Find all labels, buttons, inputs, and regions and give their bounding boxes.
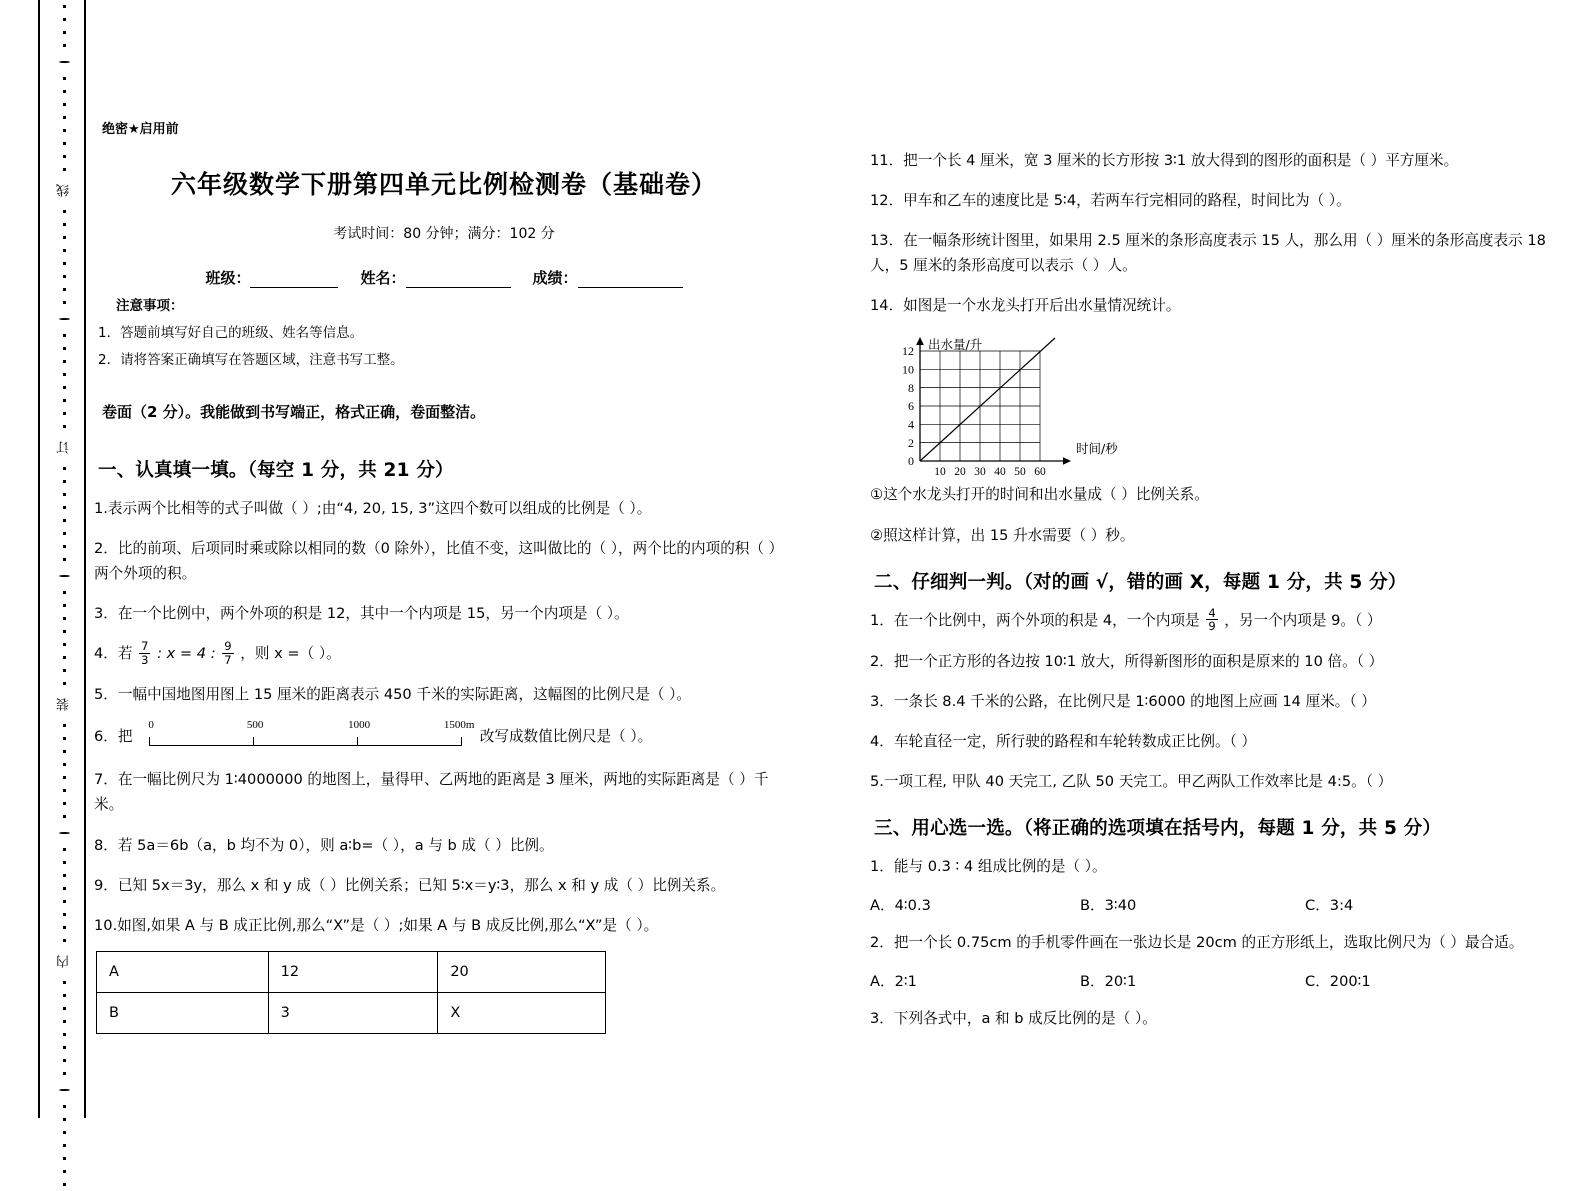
question-2: 2．比的前项、后项同时乘或除以相同的数（0 除外），比值不变，这叫做比的（ ），两个比的内项的积（ ）两个外项的积。 [94,540,784,583]
question-14: 14．如图是一个水龙头打开后出水量情况统计。 [870,297,1181,315]
option-a[interactable]: A．4∶0.3 [870,897,931,915]
secret-label: 绝密★启用前 [102,122,179,137]
dotted-separator [63,976,66,1080]
dotted-separator [63,719,66,823]
exam-meta: 考试时间：80 分钟；满分：102 分 [333,226,555,242]
svg-text:4: 4 [908,417,914,432]
fraction-four-ninths: $\frac{4}{9}$ [1208,605,1216,634]
chart-xlabel: 时间/秒 [1076,441,1118,457]
binding-marks [40,0,88,1118]
question-12: 12．甲车和乙车的速度比是 5∶4，若两车行完相同的路程，时间比为（ ）。 [870,192,1351,210]
choice-question-3: 3．下列各式中，a 和 b 成反比例的是（ ）。 [870,1010,1157,1028]
score-field-input[interactable] [578,287,683,288]
dotted-separator [63,0,66,52]
table-row [97,951,606,992]
option-c[interactable]: C．200∶1 [1305,973,1371,991]
section-2-heading: 二、仔细判一判。（对的画 √，错的画 X，每题 1 分，共 5 分） [874,571,1407,593]
question-7: 7．在一幅比例尺为 1∶4000000 的地图上，量得甲、乙两地的距离是 3 厘米，两地的实际距离是（ ）千米。 [94,771,769,814]
class-field-label: 班级： [205,269,251,287]
table-row [97,992,606,1033]
proportion-table [96,951,606,1034]
scale-label-0: 0 [148,719,154,732]
question-11: 11．把一个长 4 厘米，宽 3 厘米的长方形按 3∶1 放大得到的图形的面积是（ ）平方厘米。 [870,152,1459,169]
question-14-sub-1: ①这个水龙头打开的时间和出水量成（ ）比例关系。 [870,486,1209,504]
binding-char-bind: 订 [56,441,72,454]
question-4-prefix: 4．若 [94,645,133,663]
question-10: 10.如图,如果 A 与 B 成正比例,那么“X”是（ ）;如果 A 与 B 成反比例,那么“X”是（ ）。 [94,916,659,934]
question-4 [94,641,794,667]
left-column [94,0,794,1034]
svg-text:60: 60 [1034,466,1046,479]
chart-ylabel: 出水量/升 [928,337,983,353]
question-13: 13．在一幅条形统计图里，如果用 2.5 厘米的条形高度表示 15 人，那么用（ ）厘米的条形高度表示 18 人，5 厘米的条形高度可以表示（ ）人。 [870,232,1546,275]
binding-circle [59,832,70,834]
question-6 [94,719,794,752]
student-fields [94,267,794,288]
binding-circle [59,61,70,63]
question-4-middle: : x = 4 : [157,645,216,663]
svg-text:2: 2 [908,436,914,451]
notice-title: 注意事项： [116,298,184,314]
svg-text:10: 10 [934,466,946,479]
dotted-separator [63,72,66,176]
chart-svg [880,331,1210,479]
svg-text:40: 40 [994,466,1006,479]
name-field-label: 姓名： [360,269,406,287]
option-b[interactable]: B．20∶1 [1080,973,1137,991]
scale-label-500: 500 [246,719,264,732]
judge-question-4: 4．车轮直径一定，所行驶的路程和车轮转数成正比例。（ ） [870,732,1257,750]
dotted-separator [63,1100,66,1191]
class-field-input[interactable] [250,287,338,288]
table-cell-b-label: B [97,992,269,1033]
question-6-suffix: 改写成数值比例尺是（ ）。 [479,728,653,746]
option-b[interactable]: B．3∶40 [1080,897,1137,915]
option-a[interactable]: A．2∶1 [870,973,917,991]
notice-item-1: 1．答题前填写好自己的班级、姓名等信息。 [98,325,364,341]
dotted-separator [63,462,66,566]
scale-label-1000: 1000 [348,719,371,732]
binding-circle [59,1089,70,1091]
scale-bar-graphic [141,719,475,752]
notice-item-2: 2．请将答案正确填写在答题区域，注意书写工整。 [98,352,404,368]
binding-circle [59,575,70,577]
binding-char-line: 线 [56,184,72,197]
svg-text:0: 0 [908,454,914,469]
choice-question-1: 1．能与 0.3 ∶ 4 组成比例的是（ ）。 [870,857,1107,875]
fraction-seven-thirds: $\frac{7}{3}$ [141,639,149,667]
right-column [870,0,1570,1046]
judge-question-2: 2．把一个正方形的各边按 10∶1 放大，所得新图形的面积是原来的 10 倍。（ ） [870,652,1384,670]
table-cell-b-2: X [438,992,606,1033]
exam-page [86,0,1583,1118]
svg-text:8: 8 [908,381,914,396]
question-8: 8．若 5a＝6b（a，b 均不为 0），则 a∶b=（ ），a 与 b 成（ ）比例。 [94,836,554,854]
question-5: 5．一幅中国地图用图上 15 厘米的距离表示 450 千米的实际距离，这幅图的比例尺是（ ）。 [94,686,691,704]
dotted-separator [63,329,66,433]
question-14-sub-2: ②照这样计算，出 15 升水需要（ ）秒。 [870,526,1135,544]
judge-q1-suffix: ，另一个内项是 9。（ ） [1224,611,1382,629]
binding-circle [59,318,70,320]
page-title: 六年级数学下册第四单元比例检测卷（基础卷） [170,170,717,199]
judge-question-5: 5.一项工程, 甲队 40 天完工, 乙队 50 天完工。甲乙两队工作效率比是 4:5。（ ） [870,772,1393,790]
dotted-separator [63,586,66,690]
question-1: 1.表示两个比相等的式子叫做（ ）;由“4, 20, 15, 3”这四个数可以组成的比例是（ ）。 [94,500,652,517]
fraction-nine-sevenths: $\frac{9}{7}$ [224,639,232,667]
scale-label-1500m: 1500m [443,719,475,732]
dotted-separator [63,843,66,947]
svg-text:12: 12 [902,344,914,359]
question-9: 9．已知 5x＝3y，那么 x 和 y 成（ ）比例关系；已知 5∶x＝y∶3，那么 x 和 y 成（ ）比例关系。 [94,876,726,894]
binding-char-inside: 内 [56,955,72,968]
svg-text:20: 20 [954,466,966,479]
svg-text:50: 50 [1014,466,1026,479]
svg-text:6: 6 [908,399,914,414]
choice-question-2-options [870,970,1570,991]
water-flow-chart [880,331,1570,479]
table-cell-a-1: 12 [268,951,438,992]
name-field-input[interactable] [406,287,511,288]
binding-char-assemble: 装 [56,698,72,711]
svg-text:10: 10 [902,362,914,377]
dotted-separator [63,205,66,309]
cover-note: 卷面（2 分）。我能做到书写端正，格式正确，卷面整洁。 [102,403,486,421]
score-field-label: 成绩： [532,269,578,287]
judge-question-1 [870,605,1570,634]
section-3-heading: 三、用心选一选。（将正确的选项填在括号内，每题 1 分，共 5 分） [874,817,1442,839]
question-3: 3．在一个比例中，两个外项的积是 12，其中一个内项是 15，另一个内项是（ ）。 [94,605,629,623]
binding-margin [38,0,86,1118]
svg-text:30: 30 [974,466,986,479]
table-cell-b-1: 3 [268,992,438,1033]
table-cell-a-label: A [97,951,269,992]
table-cell-a-2: 20 [438,951,606,992]
question-6-prefix: 6．把 [94,728,133,746]
judge-question-3: 3．一条长 8.4 千米的公路，在比例尺是 1∶6000 的地图上应画 14 厘米。（ ） [870,692,1376,710]
choice-question-2: 2．把一个长 0.75cm 的手机零件画在一张边长是 20cm 的正方形纸上，选取比例尺为（ ）最合适。 [870,934,1524,952]
question-4-suffix: ，则 x =（ ）。 [240,645,341,663]
judge-q1-prefix: 1．在一个比例中，两个外项的积是 4，一个内项是 [870,611,1200,629]
choice-question-1-options [870,894,1570,915]
section-1-heading: 一、认真填一填。（每空 1 分，共 21 分） [98,460,454,481]
option-c[interactable]: C．3:4 [1305,897,1354,915]
